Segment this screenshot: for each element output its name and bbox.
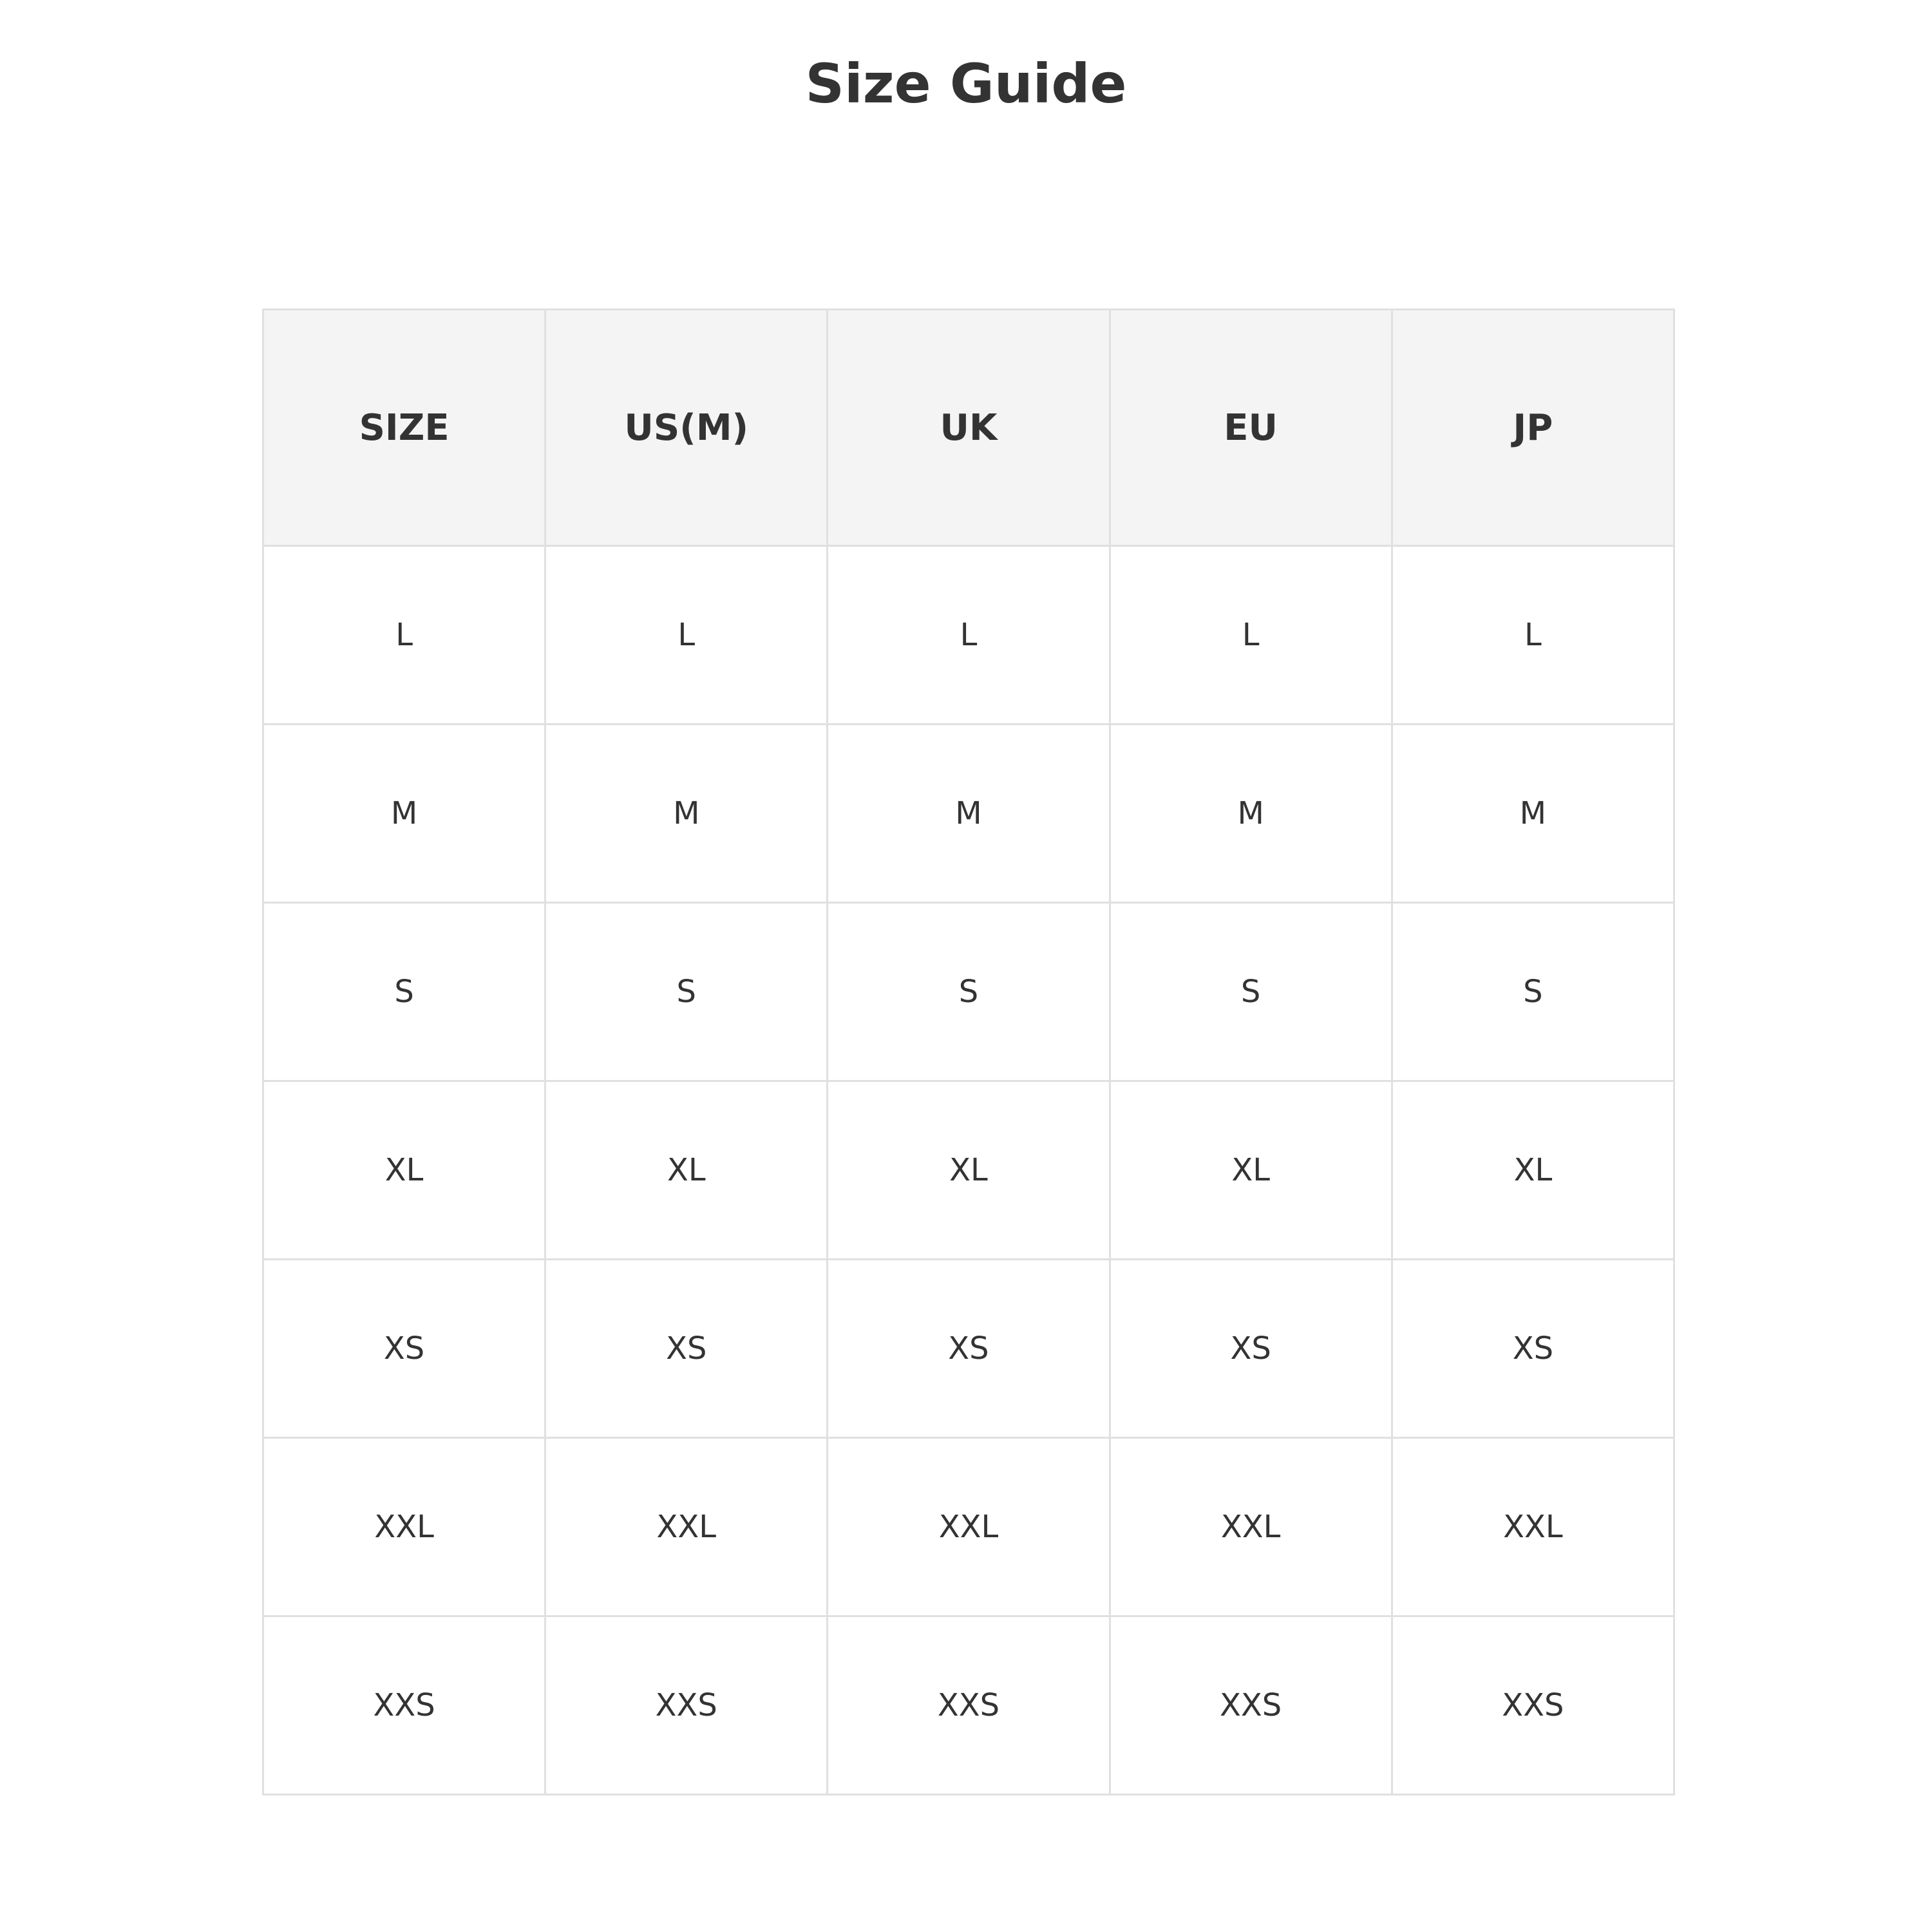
table-cell: S (828, 903, 1110, 1081)
table-cell: XL (545, 1081, 828, 1260)
table-cell: XXL (1392, 1438, 1674, 1616)
table-row (263, 1081, 1674, 1260)
table-cell: L (545, 546, 828, 724)
table-cell: XS (263, 1260, 545, 1438)
table-cell: M (828, 724, 1110, 903)
table-cell: S (1392, 903, 1674, 1081)
table-row (263, 1438, 1674, 1616)
table-row (263, 903, 1674, 1081)
table-cell: L (1110, 546, 1392, 724)
header-eu: EU (1110, 310, 1392, 546)
table-cell: S (263, 903, 545, 1081)
table-row (263, 724, 1674, 903)
table-cell: XS (1110, 1260, 1392, 1438)
table-cell: M (263, 724, 545, 903)
table-cell: XXS (828, 1616, 1110, 1795)
table-cell: M (1110, 724, 1392, 903)
table-cell: XS (828, 1260, 1110, 1438)
size-guide-table (262, 308, 1675, 1795)
table-cell: XXL (828, 1438, 1110, 1616)
table-cell: XXS (263, 1616, 545, 1795)
table-cell: XS (545, 1260, 828, 1438)
table-header-row (263, 310, 1674, 546)
header-us-m: US(M) (545, 310, 828, 546)
table-cell: XL (1392, 1081, 1674, 1260)
table-cell: M (545, 724, 828, 903)
table-row (263, 546, 1674, 724)
table-cell: XL (263, 1081, 545, 1260)
table-cell: XXL (263, 1438, 545, 1616)
header-size: SIZE (263, 310, 545, 546)
table-cell: XL (1110, 1081, 1392, 1260)
table-cell: XS (1392, 1260, 1674, 1438)
table-cell: L (1392, 546, 1674, 724)
table-cell: L (263, 546, 545, 724)
table-row (263, 1260, 1674, 1438)
header-jp: JP (1392, 310, 1674, 546)
table-row (263, 1616, 1674, 1795)
table-cell: L (828, 546, 1110, 724)
header-uk: UK (828, 310, 1110, 546)
table-cell: XXS (1392, 1616, 1674, 1795)
table-cell: XXL (545, 1438, 828, 1616)
table-cell: XXS (1110, 1616, 1392, 1795)
table-cell: S (1110, 903, 1392, 1081)
table-cell: XL (828, 1081, 1110, 1260)
table-cell: S (545, 903, 828, 1081)
table-cell: XXS (545, 1616, 828, 1795)
table-cell: XXL (1110, 1438, 1392, 1616)
table-cell: M (1392, 724, 1674, 903)
page-title: Size Guide (805, 52, 1127, 115)
